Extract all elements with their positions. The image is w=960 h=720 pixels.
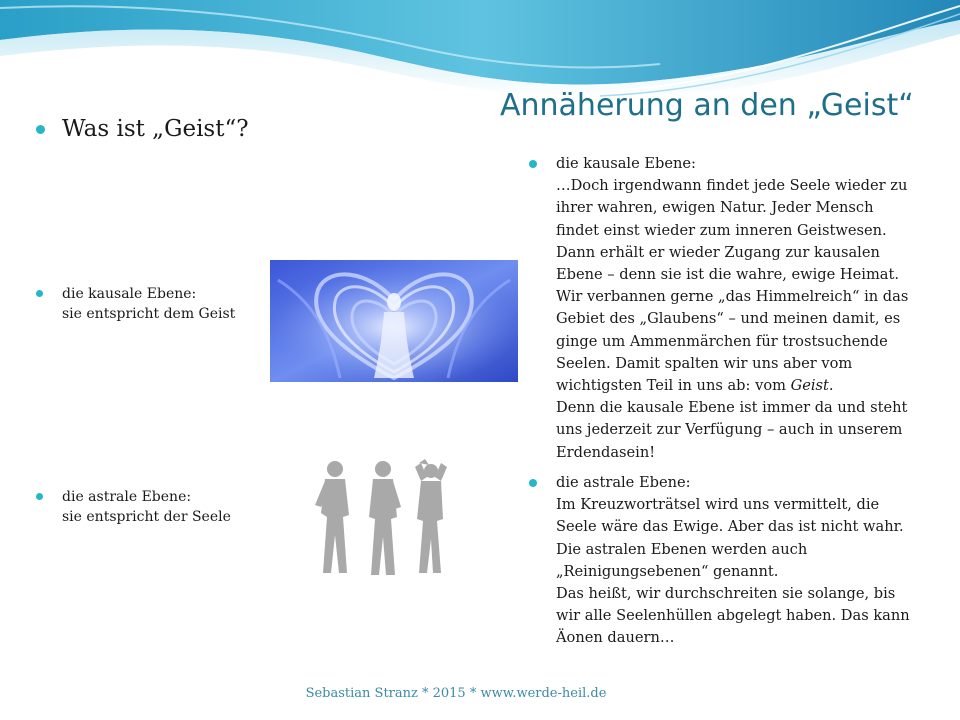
kausal-line: Ebene – denn sie ist die wahre, ewige Heimat. — [556, 266, 900, 284]
kausal-line: Erdendasein! — [556, 443, 656, 461]
astral-line: wir alle Seelenhüllen abgelegt haben. Das kann — [556, 607, 910, 625]
kausal-line-pre: wichtigsten Teil in uns ab: vom — [556, 377, 791, 395]
silhouettes-image — [285, 455, 485, 583]
bullet-icon — [529, 160, 537, 168]
left-item-text: sie entspricht der Seele — [62, 509, 231, 525]
left-item-astral — [62, 487, 231, 527]
kausal-line: Wir verbannen gerne „das Himmelreich“ in das — [556, 288, 909, 306]
astral-line: Äonen dauern… — [556, 629, 675, 647]
kausal-line: ginge um Ammenmärchen für trostsuchende — [556, 332, 888, 350]
bullet-icon — [36, 125, 45, 134]
bullet-icon — [36, 493, 43, 500]
astral-line: Im Kreuzworträtsel wird uns vermittelt, die — [556, 496, 880, 514]
left-item-kausal — [62, 284, 235, 324]
angel-heart-image — [270, 260, 518, 382]
kausal-line: Dann erhält er wieder Zugang zur kausalen — [556, 243, 880, 261]
kausal-section — [556, 153, 956, 464]
slide-title: Annäherung an den „Geist“ — [500, 88, 914, 123]
astral-line: Seele wäre das Ewige. Aber das ist nicht wahr. — [556, 518, 904, 536]
kausal-line: …Doch irgendwann findet jede Seele wieder zu — [556, 177, 908, 195]
kausal-line: ihrer wahren, ewigen Natur. Jeder Mensch — [556, 199, 874, 217]
main-question: Was ist „Geist“? — [62, 116, 249, 142]
bullet-icon — [529, 479, 537, 487]
astral-line: Das heißt, wir durchschreiten sie solange, bis — [556, 585, 896, 603]
kausal-line: uns jederzeit zur Verfügung – auch in unserem — [556, 421, 903, 439]
bullet-icon — [36, 290, 43, 297]
left-item-heading: die kausale Ebene: — [62, 286, 197, 302]
kausal-line-em: Geist — [790, 377, 829, 395]
left-item-heading: die astrale Ebene: — [62, 489, 192, 505]
astral-section — [556, 472, 956, 650]
kausal-line-geist — [556, 375, 956, 397]
kausal-line: findet einst wieder zum inneren Geistwesen. — [556, 221, 887, 239]
kausal-line: Gebiet des „Glaubens“ – und meinen damit, es — [556, 310, 901, 328]
left-item-text: sie entspricht dem Geist — [62, 306, 236, 322]
kausal-line: Denn die kausale Ebene ist immer da und steht — [556, 399, 908, 417]
kausal-line-post: . — [828, 377, 834, 395]
astral-heading: die astrale Ebene: — [556, 474, 691, 491]
astral-line: Die astralen Ebenen werden auch — [556, 540, 808, 558]
kausal-line: Seelen. Damit spalten wir uns aber vom — [556, 354, 853, 372]
footer: Sebastian Stranz * 2015 * www.werde-heil.de — [305, 686, 607, 701]
astral-line: „Reinigungsebenen“ genannt. — [556, 562, 779, 580]
kausal-heading: die kausale Ebene: — [556, 155, 696, 172]
